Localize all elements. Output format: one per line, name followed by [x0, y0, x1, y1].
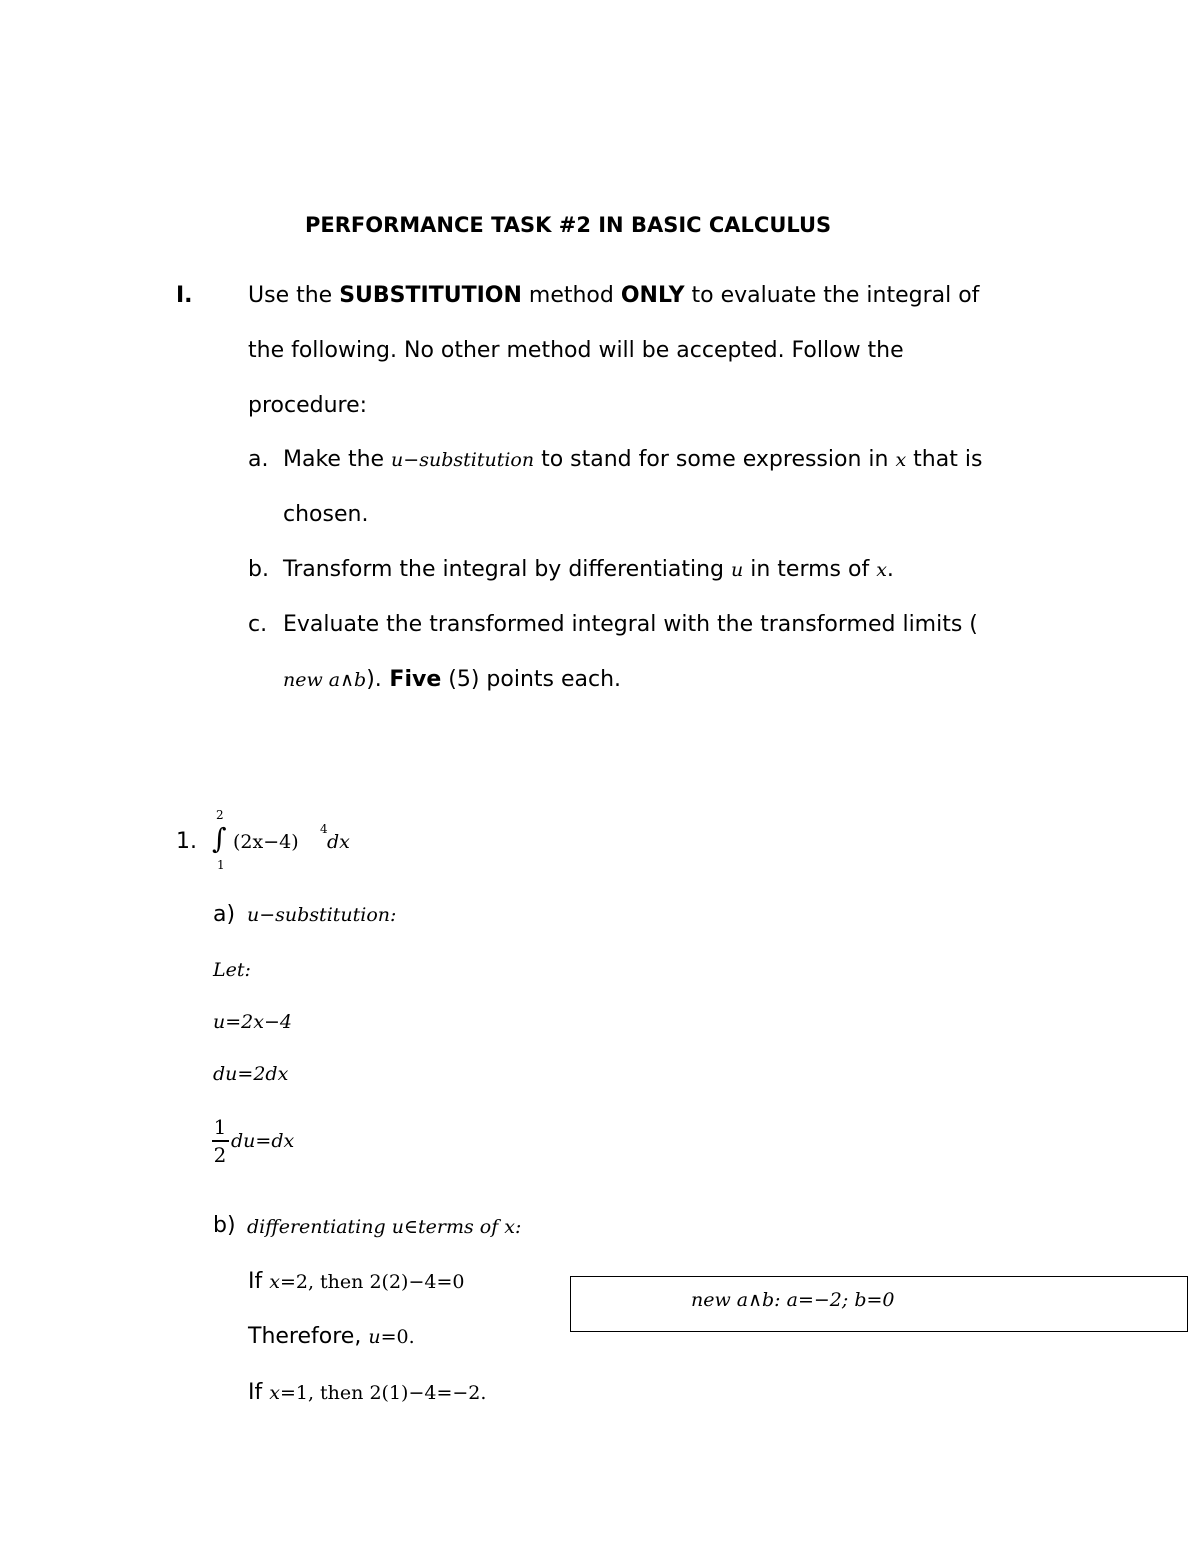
limit-line-1: If x=2, then 2(2)−4=0: [248, 1269, 465, 1294]
instruction-line-2: the following. No other method will be accepted. Follow the: [248, 338, 904, 363]
lower-limit: 1: [217, 858, 225, 872]
page-title: PERFORMANCE TASK #2 IN BASIC CALCULUS: [305, 213, 832, 237]
upper-limit: 2: [216, 808, 224, 822]
step-c-text: Evaluate the transformed integral with the transformed limits (: [283, 612, 978, 637]
fraction-bar: [212, 1140, 229, 1142]
step-b-text: Transform the integral by differentiating u in terms of x.: [283, 557, 894, 582]
limit-line-2: Therefore, u=0.: [248, 1324, 415, 1349]
section-number: I.: [176, 283, 193, 308]
exponent: 4: [320, 822, 328, 836]
step-b-marker: b.: [248, 557, 269, 582]
limit-line-3: If x=1, then 2(1)−4=−2.: [248, 1380, 487, 1405]
differential: dx: [327, 831, 350, 853]
instruction-line-1: Use the SUBSTITUTION method ONLY to evaluate the integral of: [248, 283, 980, 308]
answer-box-text: new a∧b: a=−2; b=0: [691, 1289, 895, 1311]
bold-substitution: SUBSTITUTION: [339, 283, 522, 308]
step-a-text: Make the u−substitution to stand for some expression in x that is: [283, 447, 983, 472]
step-c-marker: c.: [248, 612, 268, 637]
integrand: (2x−4): [233, 831, 299, 853]
part-b-label: b): [213, 1213, 236, 1238]
part-a-heading: u−substitution:: [247, 904, 397, 926]
part-a-label: a): [213, 902, 236, 927]
part-b-heading: differentiating u∈terms of x:: [247, 1216, 522, 1238]
fraction-numerator: 1: [213, 1115, 227, 1139]
step-a-continuation: chosen.: [283, 502, 369, 527]
let-label: Let:: [213, 959, 251, 981]
step-c-continuation: new a∧b). Five (5) points each.: [283, 667, 622, 692]
step-a-marker: a.: [248, 447, 269, 472]
fraction-denominator: 2: [213, 1143, 227, 1167]
bold-only: ONLY: [620, 283, 685, 308]
equation-dx: du=dx: [231, 1130, 295, 1152]
integral-sign: ∫: [212, 822, 227, 855]
problem-number: 1.: [176, 829, 197, 854]
answer-box: [570, 1276, 1188, 1332]
instruction-line-3: procedure:: [248, 393, 368, 418]
equation-du: du=2dx: [213, 1063, 289, 1085]
equation-u: u=2x−4: [213, 1011, 292, 1033]
